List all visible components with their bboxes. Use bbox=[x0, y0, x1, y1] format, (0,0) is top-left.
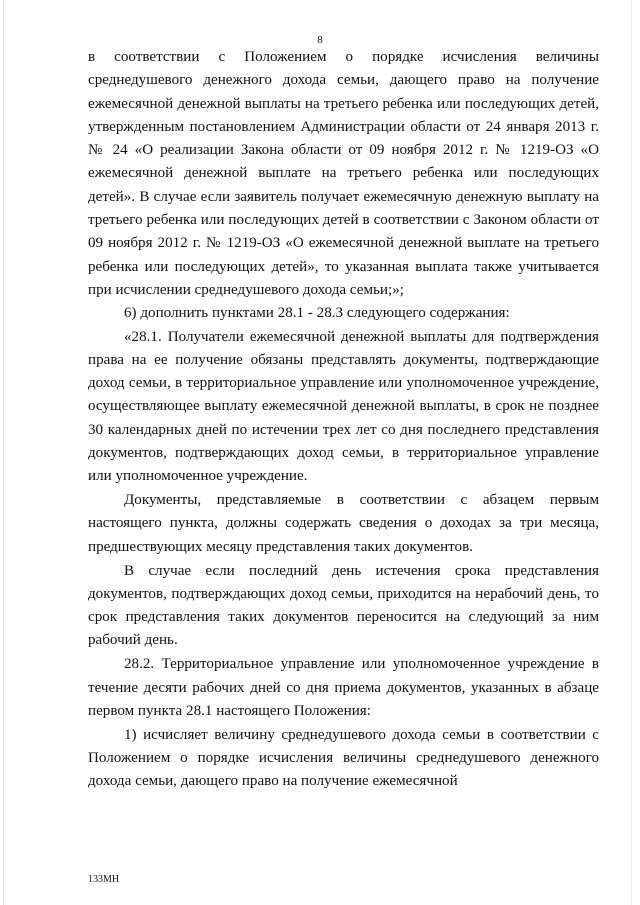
scan-edge-right bbox=[631, 0, 632, 905]
page-number: 8 bbox=[317, 34, 323, 46]
scan-edge-left bbox=[3, 0, 4, 905]
paragraph-28-2: 28.2. Территориальное управление или уполномоченное учреждение в течение десяти рабочих дней со дня приема документов, указанных в абзаце первом пункта 28.1 настоящего Положения: bbox=[88, 656, 599, 719]
document-code: 133МН bbox=[88, 874, 120, 885]
document-body bbox=[88, 46, 599, 794]
paragraph-item-6: 6) дополнить пунктами 28.1 - 28.3 следующего содержания: bbox=[124, 305, 510, 322]
paragraph-subitem-1: 1) исчисляет величину среднедушевого дохода семьи в соответствии с Положением о порядке исчисления величины среднедушевого денежного дохода семьи, дающего право на получение ежемесячной bbox=[88, 726, 599, 790]
paragraph-deadline-transfer: В случае если последний день истечения срока представления документов, подтверждающих доход семьи, приходится на нерабочий день, то срок представления таких документов переносится на следующий за ним рабочий день. bbox=[88, 562, 599, 649]
paragraph-28-1: «28.1. Получатели ежемесячной денежной выплаты для подтверждения права на ее получение обязаны представлять документы, подтверждающие доход семьи, в территориальное управление или уполномоченное учреждение, осуществляющее выплату ежемесячной денежной выплаты, в срок не позднее 30 календарных дней по истечении трех лет со дня последнего представления документов, подтверждающих доход семьи, в территориальное управление или уполномоченное учреждение. bbox=[88, 328, 599, 485]
paragraph-documents: Документы, представляемые в соответствии с абзацем первым настоящего пункта, должны содержать сведения о доходах за три месяца, предшествующих месяцу представления таких документов. bbox=[88, 492, 599, 555]
paragraph-continuation: в соответствии с Положением о порядке исчисления величины среднедушевого денежного дохода семьи, дающего право на получение ежемесячной денежной выплаты на третьего ребенка или последующих детей, утвержденным постановлением Администрации области от 24 января 2013 г. № 24 «О реализации Закона области от 09 ноября 2012 г. № 1219-ОЗ «О ежемесячной денежной выплате на третьего ребенка или последующих детей». В случае если заявитель получает ежемесячную денежную выплату на третьего ребенка или последующих детей в соответствии с Законом области от 09 ноября 2012 г. № 1219-ОЗ «О ежемесячной денежной выплате на третьего ребенка или последующих детей», то указанная выплата также учитывается при исчислении среднедушевого дохода семьи;»; bbox=[88, 49, 599, 298]
